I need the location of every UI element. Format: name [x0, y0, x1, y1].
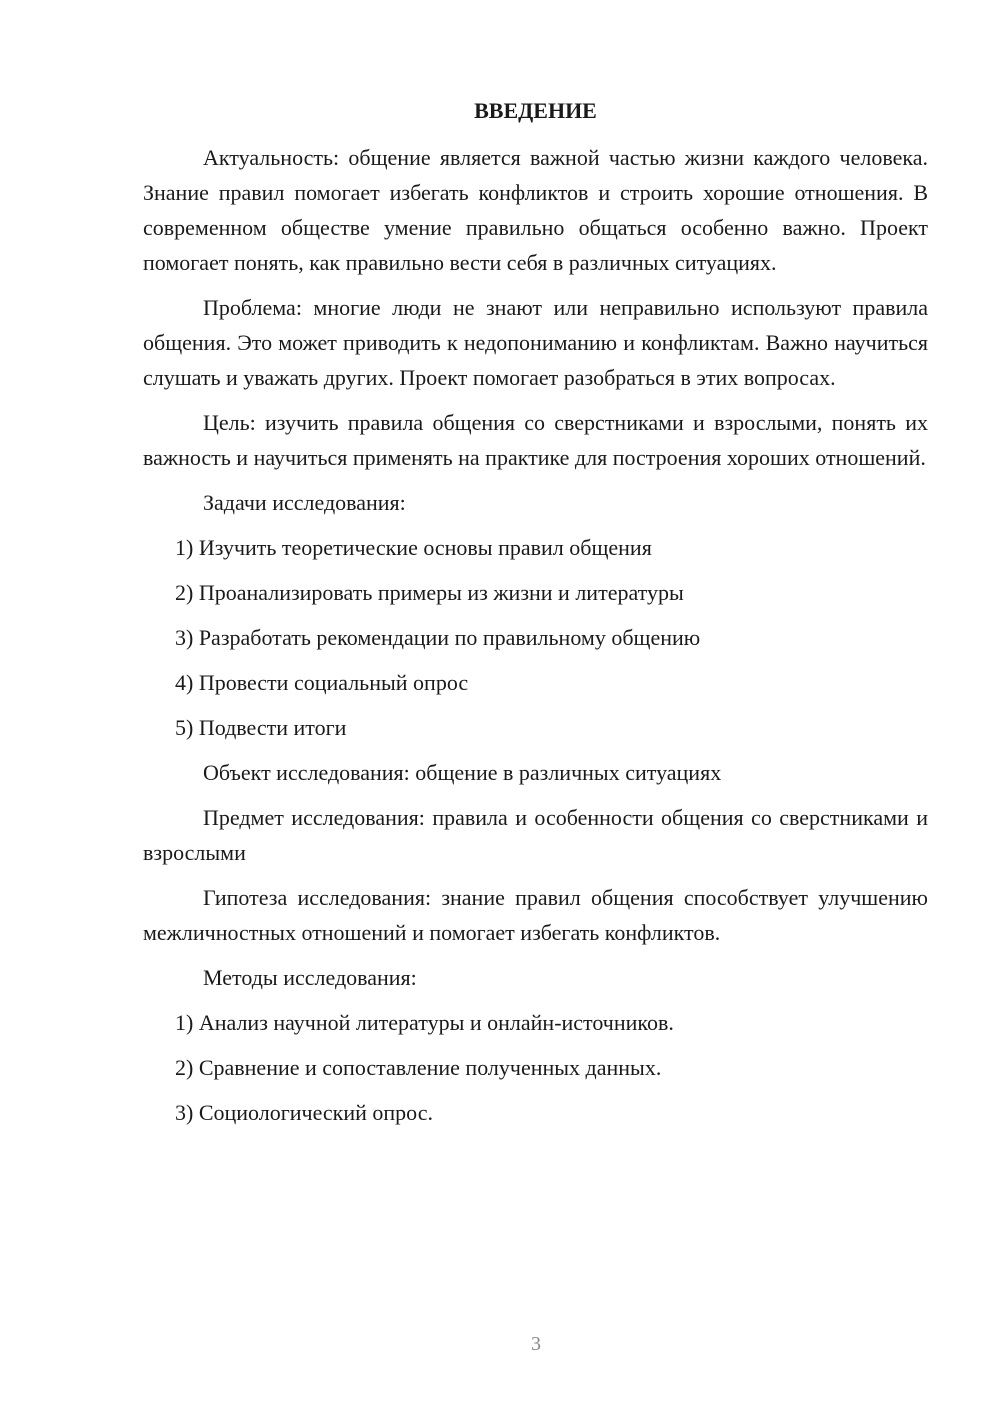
task-item: 4) Провести социальный опрос: [175, 670, 469, 695]
tasks-heading: Задачи исследования:: [203, 490, 406, 515]
goal-paragraph: Цель: изучить правила общения со сверстниками и взрослыми, понять их важность и научиться применять на практике для построения хороших отношений.: [143, 410, 928, 470]
method-item: 3) Социологический опрос.: [175, 1100, 433, 1125]
task-item: 1) Изучить теоретические основы правил общения: [175, 535, 652, 560]
relevance-paragraph: Актуальность: общение является важной частью жизни каждого человека. Знание правил помогает избегать конфликтов и строить хорошие отношения. В современном обществе умение правильно общаться особенно важно. Проект помогает понять, как правильно вести себя в различных ситуациях.: [143, 145, 928, 275]
page-number: 3: [531, 1333, 541, 1355]
problem-paragraph: Проблема: многие люди не знают или неправильно используют правила общения. Это может приводить к недопониманию и конфликтам. Важно научиться слушать и уважать других. Проект помогает разобраться в этих вопросах.: [143, 295, 928, 390]
page-title: ВВЕДЕНИЕ: [474, 98, 597, 123]
subject-paragraph: Предмет исследования: правила и особенности общения со сверстниками и взрослыми: [143, 805, 928, 865]
document-page: [143, 92, 928, 1140]
task-item: 5) Подвести итоги: [175, 715, 347, 740]
task-item: 2) Проанализировать примеры из жизни и литературы: [175, 580, 684, 605]
task-item: 3) Разработать рекомендации по правильному общению: [175, 625, 701, 650]
methods-heading: Методы исследования:: [203, 965, 417, 990]
method-item: 2) Сравнение и сопоставление полученных данных.: [175, 1055, 662, 1080]
hypothesis-paragraph: Гипотеза исследования: знание правил общения способствует улучшению межличностных отношений и помогает избегать конфликтов.: [143, 885, 928, 945]
method-item: 1) Анализ научной литературы и онлайн-источников.: [175, 1010, 674, 1035]
object-line: Объект исследования: общение в различных ситуациях: [203, 760, 722, 785]
